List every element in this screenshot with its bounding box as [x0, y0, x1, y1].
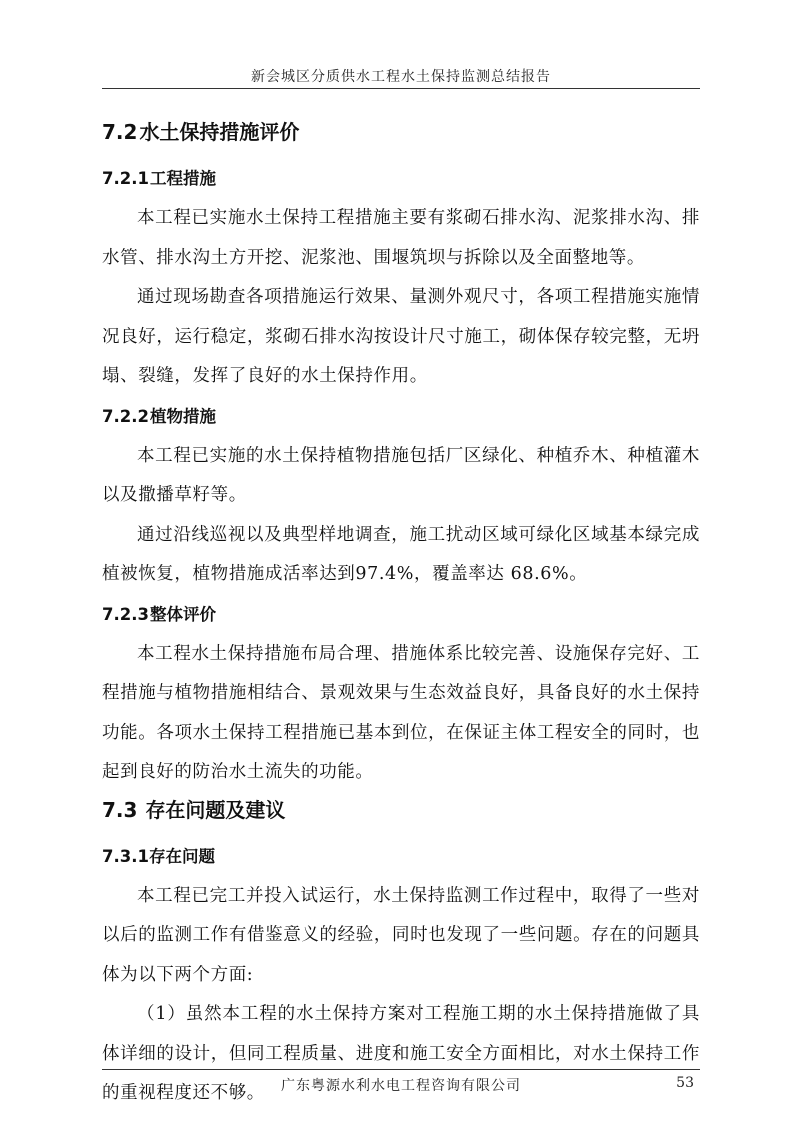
subsection-number: 7.2.1 [102, 169, 149, 188]
subsection-number: 7.2.3 [102, 604, 149, 624]
subsection-heading-7-3-1 [102, 837, 700, 877]
page-number: 53 [676, 1075, 694, 1091]
section-title: 水土保持措施评价 [139, 120, 300, 144]
paragraph-existing-problems-1: 本工程已完工并投入试运行，水土保持监测工作过程中，取得了一些对以后的监测工作有借鉴意义的经验，同时也发现了一些问题。存在的问题具体为以下两个方面: [102, 885, 700, 985]
subsection-heading-7-2-1 [102, 159, 700, 199]
paragraph-existing-problems-2: （1）虽然本工程的水土保持方案对工程施工期的水土保持措施做了具体详细的设计，但同工程质量、进度和施工安全方面相比，对水土保持工作的重视程度还不够。 [102, 1004, 700, 1103]
section-title: 存在问题及建议 [145, 797, 286, 822]
paragraph-engineering-measures-1: 本工程已实施水土保持工程措施主要有浆砌石排水沟、泥浆排水沟、排水管、排水沟土方开挖、泥浆池、围堰筑坝与拆除以及全面整地等。 [102, 208, 700, 268]
subsection-title: 植物措施 [150, 406, 216, 426]
paragraph-plant-measures-1: 本工程已实施的水土保持植物措施包括厂区绿化、种植乔木、种植灌木以及撒播草籽等。 [102, 445, 700, 505]
section-heading-7-3 [102, 793, 700, 837]
footer-company-name: 广东粤源水利水电工程咨询有限公司 [281, 1078, 521, 1094]
subsection-number: 7.2.2 [102, 406, 149, 426]
paragraph-plant-measures-2: 通过沿线巡视以及典型样地调查，施工扰动区域可绿化区域基本绿完成植被恢复，植物措施成活率达到97.4%，覆盖率达 68.6%。 [102, 524, 700, 584]
subsection-title: 存在问题 [148, 846, 215, 866]
subsection-title: 工程措施 [150, 169, 216, 188]
section-heading-7-2 [102, 115, 700, 159]
page-header-title: 新会城区分质供水工程水土保持监测总结报告 [251, 69, 551, 85]
header-divider [102, 88, 700, 89]
subsection-number: 7.3.1 [102, 846, 149, 866]
footer-divider [102, 1069, 700, 1070]
subsection-title: 整体评价 [150, 604, 216, 624]
section-number: 7.3 [102, 797, 138, 822]
paragraph-overall-evaluation: 本工程水土保持措施布局合理、措施体系比较完善、设施保存完好、工程措施与植物措施相结合、景观效果与生态效益良好，具备良好的水土保持功能。各项水土保持工程措施已基本到位，在保证主体工程安全的同时，也起到良好的防治水土流失的功能。 [102, 643, 700, 782]
subsection-heading-7-2-2 [102, 397, 700, 437]
paragraph-engineering-measures-2: 通过现场勘查各项措施运行效果、量测外观尺寸，各项工程措施实施情况良好，运行稳定，浆砌石排水沟按设计尺寸施工，砌体保存较完整，无坍塌、裂缝，发挥了良好的水土保持作用。 [102, 287, 700, 386]
section-number: 7.2 [102, 120, 138, 144]
subsection-heading-7-2-3 [102, 595, 700, 635]
